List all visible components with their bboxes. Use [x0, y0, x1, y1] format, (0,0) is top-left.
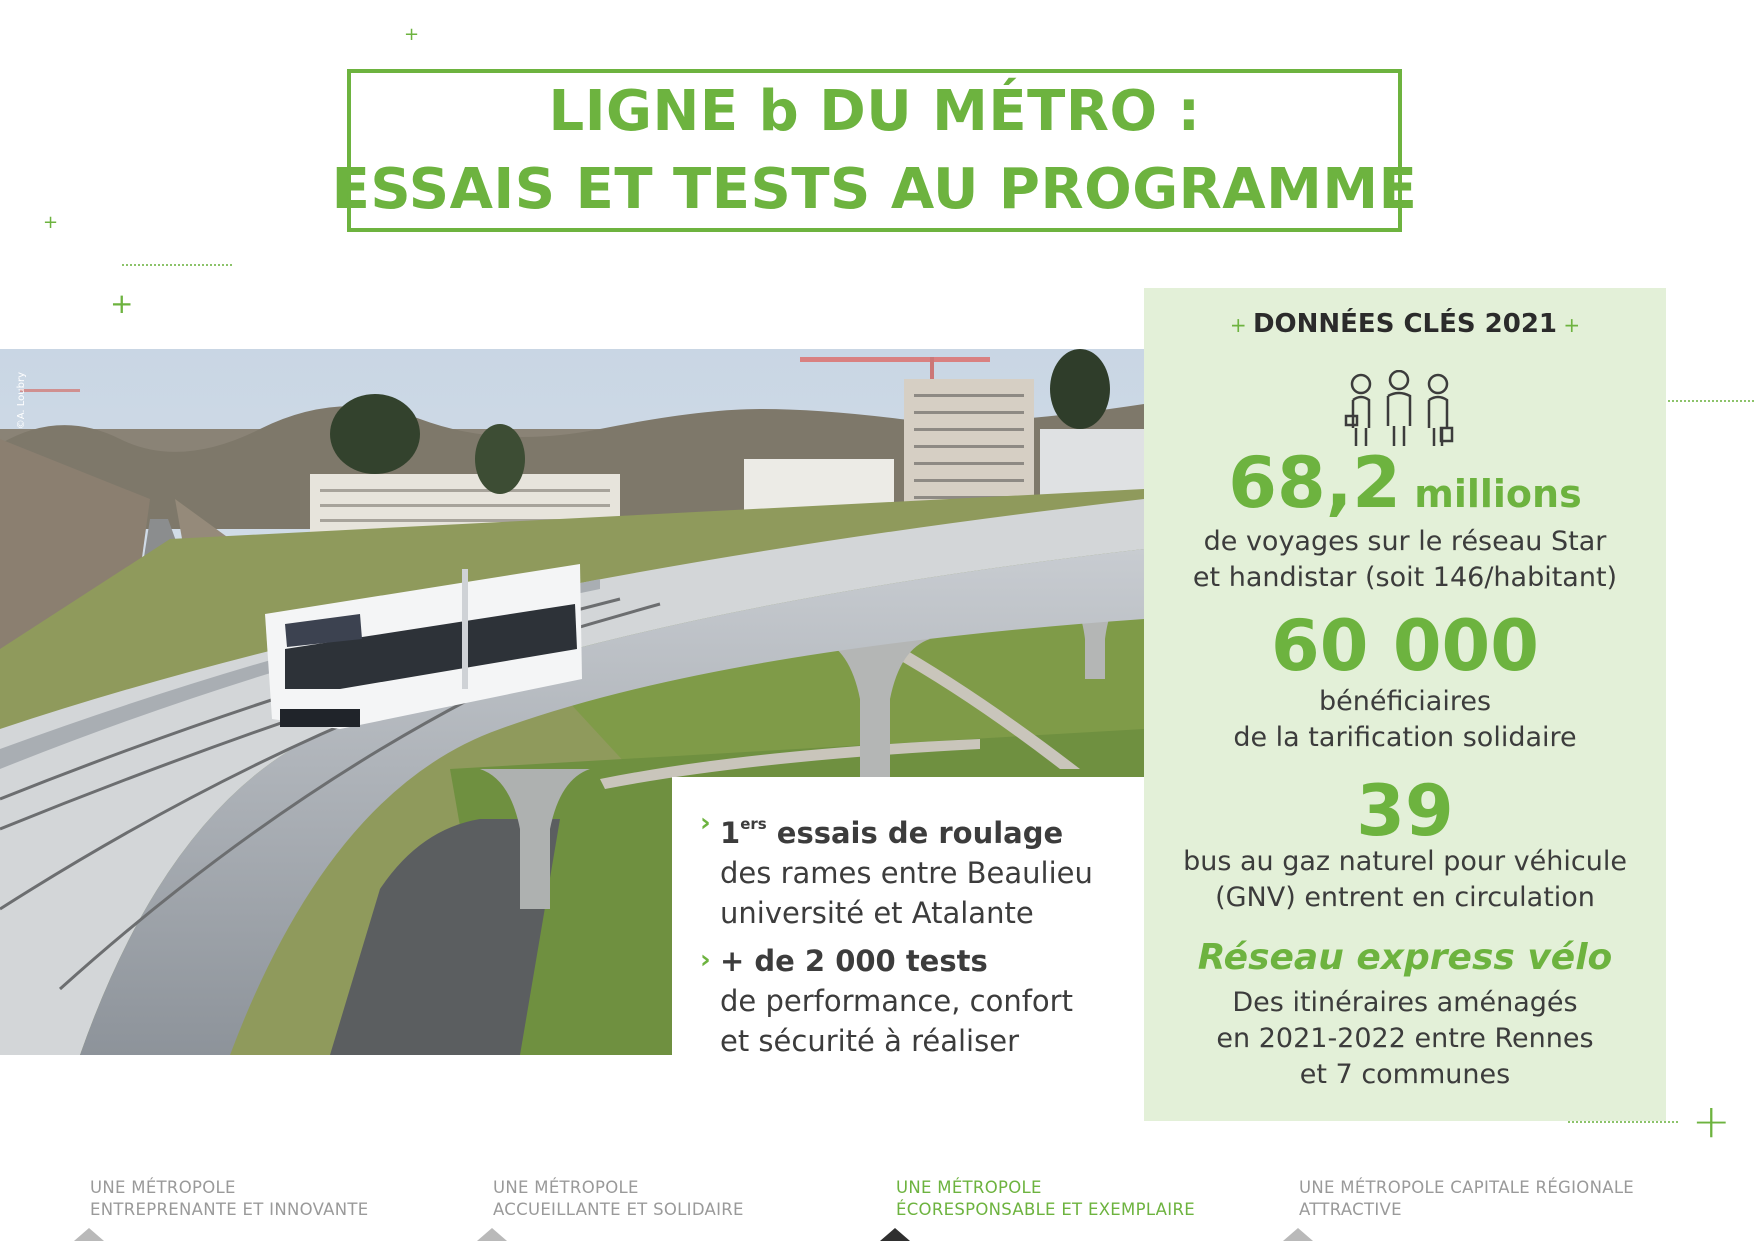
stat-unit: millions — [1414, 472, 1582, 516]
express-text: Des itinéraires aménagés — [1232, 987, 1578, 1018]
stat-text: bus au gaz naturel pour véhicule — [1183, 846, 1627, 877]
highlight-heading: 1ers essais de roulage — [720, 815, 1064, 850]
stat-value: 60 000 — [1271, 605, 1539, 687]
photo-credit: ©A. Loubry — [16, 372, 27, 430]
stat-text: de la tarification solidaire — [1233, 722, 1577, 753]
title-line-2: ESSAIS ET TESTS AU PROGRAMME — [331, 156, 1418, 222]
chevron-right-icon: › — [700, 945, 711, 975]
highlight-text: et sécurité à réaliser — [720, 1024, 1019, 1058]
footer-section-4[interactable]: UNE MÉTROPOLE CAPITALE RÉGIONALE ATTRACTIVE — [1299, 1178, 1635, 1219]
highlight-text: de performance, confort — [720, 984, 1073, 1018]
footer-marker-3-active — [880, 1228, 910, 1241]
deco-plus: + — [43, 212, 59, 233]
deco-plus: + — [1557, 313, 1581, 337]
key-data-panel — [1144, 288, 1666, 1121]
footer-section-2[interactable]: UNE MÉTROPOLE ACCUEILLANTE ET SOLIDAIRE — [493, 1178, 744, 1219]
highlight-text: des rames entre Beaulieu — [720, 856, 1093, 890]
footer-marker-4 — [1283, 1228, 1313, 1241]
stat-text: (GNV) entrent en circulation — [1215, 882, 1595, 913]
express-title: Réseau express vélo — [1197, 937, 1613, 978]
key-data-heading: + DONNÉES CLÉS 2021 + — [1229, 309, 1581, 339]
deco-dotted-line — [1568, 1121, 1678, 1123]
highlight-text: université et Atalante — [720, 896, 1034, 930]
footer-section-3-active[interactable]: UNE MÉTROPOLE ÉCORESPONSABLE ET EXEMPLAIRE — [896, 1178, 1195, 1219]
highlight-item — [700, 804, 1140, 933]
express-text: et 7 communes — [1299, 1059, 1511, 1090]
deco-plus: + — [404, 24, 420, 45]
page-title — [331, 69, 1418, 232]
stat-value: 68,2 — [1228, 442, 1401, 524]
deco-plus: + — [1229, 313, 1253, 337]
deco-plus: + — [1692, 1094, 1731, 1148]
stat-text: et handistar (soit 146/habitant) — [1192, 562, 1618, 593]
deco-plus: + — [110, 287, 134, 320]
stat-value: 39 — [1356, 770, 1454, 852]
title-line-1: LIGNE b DU MÉTRO : — [548, 78, 1201, 144]
chevron-right-icon: › — [700, 808, 711, 838]
highlight-heading: + de 2 000 tests — [720, 944, 988, 978]
stat-text: bénéficiaires — [1318, 686, 1492, 717]
stat-text: de voyages sur le réseau Star — [1203, 526, 1607, 557]
footer-section-1[interactable]: UNE MÉTROPOLE ENTREPRENANTE ET INNOVANTE — [90, 1178, 369, 1219]
footer-marker-1 — [74, 1228, 104, 1241]
people-icon — [1344, 370, 1456, 452]
highlights-box — [672, 777, 1144, 1058]
footer-marker-2 — [477, 1228, 507, 1241]
express-text: en 2021-2022 entre Rennes — [1216, 1023, 1594, 1054]
deco-dotted-line — [122, 264, 232, 266]
highlight-item — [700, 941, 1140, 1061]
